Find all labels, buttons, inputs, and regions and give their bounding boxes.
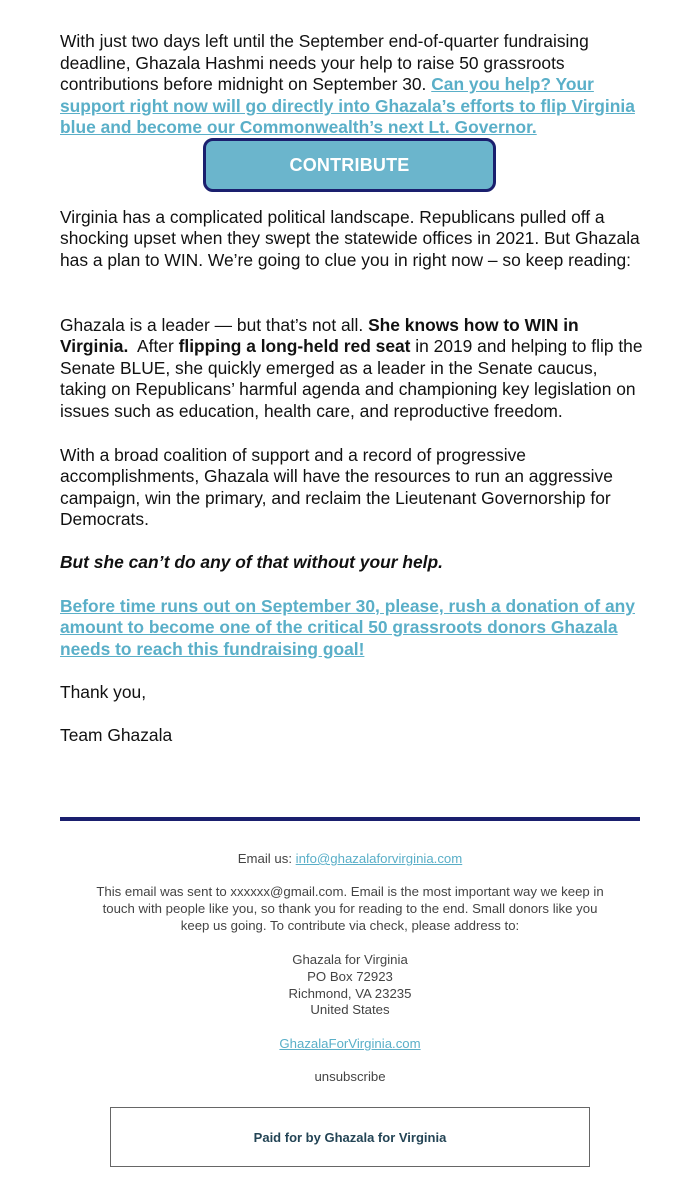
- footer-notice: This email was sent to xxxxxx@gmail.com. Email is the most important way we keep in touch with people like you, so thank you for reading to the end. Small donors like you keep us going. To contribute via check, please address to:: [96, 884, 604, 933]
- paid-for-text: Paid for by Ghazala for Virginia: [253, 1129, 447, 1145]
- unsubscribe-line: [60, 1069, 640, 1086]
- footer-email-line: [60, 851, 640, 868]
- leader-text-e: in 2019 and helping to flip the Senate BLUE, she quickly emerged as a leader in the Senate caucus, taking on Republicans’ harmful agenda and championing key legislation on issues such as education, health care, and reproductive freedom.: [60, 336, 643, 421]
- leader-text-c: After: [128, 336, 179, 357]
- contribute-button-wrapper: [203, 138, 496, 192]
- contribute-button[interactable]: CONTRIBUTE: [203, 138, 496, 192]
- leader-text-a: Ghazala is a leader — but that’s not all.: [60, 315, 369, 335]
- mailing-address: [60, 952, 640, 1019]
- leader-bold-win: She knows how to WIN in Virginia.: [60, 315, 579, 357]
- intro-text: With just two days left until the September end-of-quarter fundraising deadline, Ghazala Hashmi needs your help to raise 50 grassroots contributions before midnight on September 30.: [60, 31, 589, 95]
- signature-text: Team Ghazala: [60, 725, 173, 745]
- donation-paragraph: [60, 596, 645, 660]
- leader-paragraph: [60, 315, 645, 422]
- footer-divider: [60, 817, 640, 821]
- email-label: Email us:: [237, 851, 296, 866]
- website-line: [60, 1036, 640, 1053]
- address-line: PO Box 72923: [307, 968, 393, 984]
- intro-donate-link[interactable]: Can you help? Your support right now will go directly into Ghazala’s efforts to flip Virginia blue and become our Commonwealth’s next Lt. Governor.: [60, 74, 635, 138]
- paid-for-disclaimer: [110, 1107, 590, 1167]
- email-link[interactable]: info@ghazalaforvirginia.com: [295, 851, 463, 866]
- coalition-paragraph: With a broad coalition of support and a record of progressive accomplishments, Ghazala will have the resources to run an aggressive campaign, win the primary, and reclaim the Lieutenant Governorship for Democrats.: [60, 445, 613, 530]
- landscape-paragraph: Virginia has a complicated political landscape. Republicans pulled off a shocking upset when they swept the statewide offices in 2021. But Ghazala has a plan to WIN. We’re going to clue you in right now – so keep reading:: [60, 207, 640, 270]
- intro-paragraph: [60, 31, 645, 138]
- leader-bold-flip: flipping a long-held red seat: [178, 336, 411, 357]
- unsubscribe-link[interactable]: unsubscribe: [314, 1069, 386, 1084]
- help-paragraph: But she can’t do any of that without your help.: [60, 552, 443, 572]
- address-line: Richmond, VA 23235: [288, 985, 412, 1001]
- address-line: Ghazala for Virginia: [292, 952, 408, 967]
- thank-you-text: Thank you,: [60, 682, 147, 702]
- rush-donation-link[interactable]: Before time runs out on September 30, please, rush a donation of any amount to become one of the critical 50 grassroots donors Ghazala needs to reach this fundraising goal!: [60, 596, 635, 659]
- website-link[interactable]: GhazalaForVirginia.com: [279, 1036, 421, 1051]
- address-line: United States: [310, 1002, 390, 1018]
